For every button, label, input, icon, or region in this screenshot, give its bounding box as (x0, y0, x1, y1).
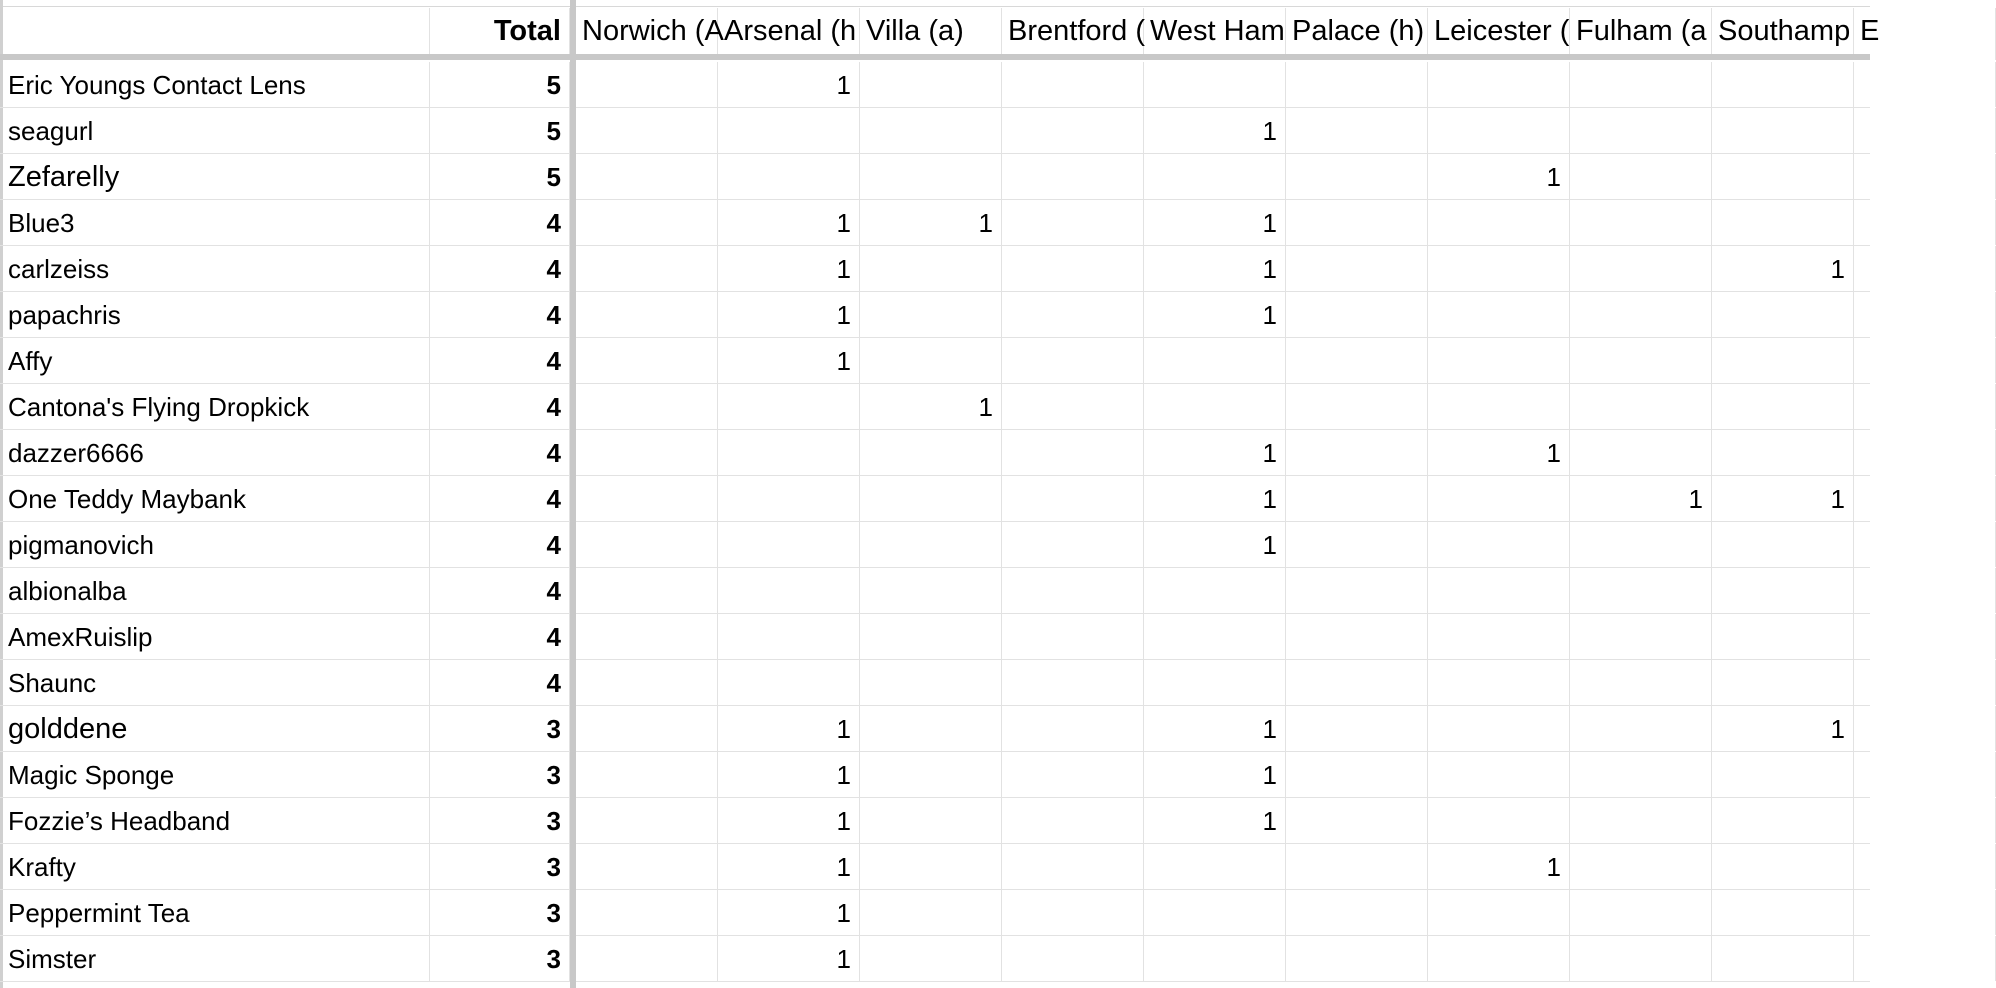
cell-fixture[interactable]: 1 (718, 200, 860, 245)
cell-total[interactable]: 4 (430, 430, 570, 475)
cell-fixture[interactable] (1428, 384, 1570, 429)
cell-fixture[interactable] (576, 154, 718, 199)
cell-fixture[interactable] (860, 844, 1002, 889)
table-row (0, 154, 1870, 200)
cell-fixture[interactable] (1002, 936, 1144, 981)
table-row (0, 338, 1870, 384)
cell-fixture[interactable] (576, 384, 718, 429)
cell-fixture[interactable] (576, 430, 718, 475)
cell-fixture[interactable] (1570, 200, 1712, 245)
cell-fixture[interactable] (1570, 798, 1712, 843)
cell-fixture[interactable] (1286, 384, 1428, 429)
cell-fixture[interactable]: 1 (1712, 706, 1854, 751)
header-row (0, 8, 1880, 60)
cell-fixture[interactable] (1428, 568, 1570, 613)
table-row (0, 798, 1870, 844)
cell-fixture[interactable] (1428, 936, 1570, 981)
cell-total[interactable]: 4 (430, 614, 570, 659)
cell-total[interactable]: 4 (430, 200, 570, 245)
cell-fixture[interactable]: 1 (1712, 246, 1854, 291)
cell-fixture[interactable] (1854, 522, 1996, 567)
cell-fixture[interactable] (1286, 752, 1428, 797)
cell-fixture[interactable] (1428, 660, 1570, 705)
cell-fixture[interactable] (1854, 568, 1996, 613)
cell-fixture[interactable] (1712, 154, 1854, 199)
cell-fixture[interactable] (1002, 476, 1144, 521)
cell-fixture[interactable]: 1 (1144, 430, 1286, 475)
cell-fixture[interactable] (1144, 890, 1286, 935)
header-cell-fixture[interactable]: Arsenal (h (718, 8, 860, 60)
cell-name[interactable]: One Teddy Maybank (0, 476, 430, 521)
table-row (0, 384, 1870, 430)
cell-fixture[interactable] (1570, 384, 1712, 429)
cell-fixture[interactable] (1002, 752, 1144, 797)
cell-fixture[interactable] (576, 108, 718, 153)
frozen-row-divider[interactable] (0, 54, 1870, 60)
cell-fixture[interactable] (1286, 292, 1428, 337)
cell-fixture[interactable] (1428, 338, 1570, 383)
cell-fixture[interactable] (576, 798, 718, 843)
cell-fixture[interactable] (1570, 706, 1712, 751)
cell-fixture[interactable] (1570, 614, 1712, 659)
table-row (0, 62, 1870, 108)
cell-fixture[interactable]: 1 (718, 752, 860, 797)
cell-fixture[interactable] (1570, 292, 1712, 337)
cell-fixture[interactable] (576, 706, 718, 751)
cell-name[interactable]: Eric Youngs Contact Lens (0, 62, 430, 107)
table-row (0, 246, 1870, 292)
cell-fixture[interactable] (860, 752, 1002, 797)
cell-name[interactable]: Magic Sponge (0, 752, 430, 797)
cell-fixture[interactable] (1286, 62, 1428, 107)
cell-fixture[interactable]: 1 (860, 200, 1002, 245)
cell-fixture[interactable] (860, 936, 1002, 981)
cell-fixture[interactable] (576, 246, 718, 291)
cell-fixture[interactable] (576, 614, 718, 659)
table-row (0, 844, 1870, 890)
cell-fixture[interactable] (1002, 844, 1144, 889)
header-cell-fixture[interactable]: Palace (h) (1286, 8, 1428, 60)
table-row (0, 614, 1870, 660)
cell-fixture[interactable] (1286, 154, 1428, 199)
cell-fixture[interactable] (1286, 568, 1428, 613)
cell-fixture[interactable] (1712, 108, 1854, 153)
cell-fixture[interactable] (1428, 62, 1570, 107)
cell-fixture[interactable] (860, 568, 1002, 613)
cell-fixture[interactable] (1712, 798, 1854, 843)
cell-fixture[interactable] (1002, 522, 1144, 567)
cell-fixture[interactable]: 1 (1428, 430, 1570, 475)
cell-fixture[interactable] (1570, 246, 1712, 291)
cell-fixture[interactable] (1286, 200, 1428, 245)
cell-name[interactable]: dazzer6666 (0, 430, 430, 475)
cell-fixture[interactable] (860, 798, 1002, 843)
header-cell-fixture[interactable]: E (1854, 8, 1996, 60)
cell-fixture[interactable]: 1 (718, 706, 860, 751)
cell-total[interactable]: 4 (430, 660, 570, 705)
cell-fixture[interactable] (1854, 476, 1996, 521)
cell-fixture[interactable] (860, 292, 1002, 337)
header-cell-fixture[interactable]: Leicester ( (1428, 8, 1570, 60)
cell-fixture[interactable] (1286, 522, 1428, 567)
cell-fixture[interactable] (1854, 660, 1996, 705)
cell-fixture[interactable]: 1 (1570, 476, 1712, 521)
table-row (0, 108, 1870, 154)
cell-fixture[interactable] (1570, 660, 1712, 705)
cell-fixture[interactable] (1144, 568, 1286, 613)
cell-fixture[interactable] (1002, 614, 1144, 659)
cell-fixture[interactable] (860, 522, 1002, 567)
cell-fixture[interactable] (1002, 154, 1144, 199)
cell-name[interactable]: Affy (0, 338, 430, 383)
cell-fixture[interactable] (860, 614, 1002, 659)
cell-fixture[interactable] (1144, 384, 1286, 429)
cell-name[interactable]: pigmanovich (0, 522, 430, 567)
table-row (0, 890, 1870, 936)
cell-fixture[interactable] (718, 476, 860, 521)
cell-name[interactable]: Simster (0, 936, 430, 981)
cell-fixture[interactable] (576, 522, 718, 567)
cell-fixture[interactable] (1002, 108, 1144, 153)
cell-fixture[interactable] (718, 660, 860, 705)
cell-fixture[interactable]: 1 (1144, 752, 1286, 797)
cell-total[interactable]: 4 (430, 338, 570, 383)
cell-fixture[interactable]: 1 (718, 62, 860, 107)
cell-fixture[interactable] (576, 200, 718, 245)
cell-name[interactable]: Blue3 (0, 200, 430, 245)
cell-fixture[interactable] (1854, 108, 1996, 153)
cell-fixture[interactable] (860, 430, 1002, 475)
cell-fixture[interactable] (1428, 798, 1570, 843)
table-row (0, 430, 1870, 476)
cell-total[interactable]: 5 (430, 62, 570, 107)
cell-total[interactable]: 3 (430, 890, 570, 935)
cell-fixture[interactable] (1002, 384, 1144, 429)
table-row (0, 200, 1870, 246)
table-row (0, 752, 1870, 798)
cell-fixture[interactable] (1002, 338, 1144, 383)
cell-fixture[interactable] (1286, 890, 1428, 935)
cell-total[interactable]: 4 (430, 476, 570, 521)
cell-fixture[interactable]: 1 (1144, 798, 1286, 843)
cell-fixture[interactable] (1428, 200, 1570, 245)
cell-name[interactable]: Peppermint Tea (0, 890, 430, 935)
cell-fixture[interactable] (1286, 246, 1428, 291)
cell-fixture[interactable] (718, 108, 860, 153)
cell-fixture[interactable] (1712, 844, 1854, 889)
cell-name[interactable]: papachris (0, 292, 430, 337)
cell-name[interactable]: Fozzie’s Headband (0, 798, 430, 843)
cell-fixture[interactable] (576, 752, 718, 797)
cell-fixture[interactable] (1144, 844, 1286, 889)
cell-fixture[interactable] (860, 476, 1002, 521)
cell-name[interactable]: Cantona's Flying Dropkick (0, 384, 430, 429)
cell-fixture[interactable] (1854, 62, 1996, 107)
cell-fixture[interactable] (1428, 614, 1570, 659)
cell-name[interactable]: AmexRuislip (0, 614, 430, 659)
cell-fixture[interactable] (576, 844, 718, 889)
header-cell-fixture[interactable]: West Ham (1144, 8, 1286, 60)
cell-fixture[interactable] (860, 890, 1002, 935)
cell-fixture[interactable] (1854, 936, 1996, 981)
cell-fixture[interactable] (1712, 62, 1854, 107)
cell-fixture[interactable] (1570, 154, 1712, 199)
cell-fixture[interactable] (1854, 292, 1996, 337)
cell-fixture[interactable] (1854, 798, 1996, 843)
cell-fixture[interactable] (860, 62, 1002, 107)
cell-fixture[interactable] (860, 338, 1002, 383)
cell-fixture[interactable] (1570, 752, 1712, 797)
cell-fixture[interactable] (718, 430, 860, 475)
header-cell-fixture[interactable]: Fulham (a (1570, 8, 1712, 60)
cell-fixture[interactable] (1712, 522, 1854, 567)
cell-fixture[interactable]: 1 (718, 338, 860, 383)
cell-fixture[interactable] (1854, 844, 1996, 889)
cell-fixture[interactable] (1144, 936, 1286, 981)
cell-fixture[interactable] (576, 568, 718, 613)
cell-fixture[interactable]: 1 (718, 890, 860, 935)
cell-fixture[interactable] (1002, 62, 1144, 107)
cell-fixture[interactable] (1286, 936, 1428, 981)
cell-fixture[interactable]: 1 (718, 292, 860, 337)
cell-fixture[interactable]: 1 (718, 844, 860, 889)
cell-fixture[interactable] (1286, 476, 1428, 521)
header-cell-fixture[interactable]: Norwich (A (576, 8, 718, 60)
cell-name[interactable]: albionalba (0, 568, 430, 613)
header-cell-fixture[interactable]: Southamp (1712, 8, 1854, 60)
table-row (0, 660, 1870, 706)
table-row (0, 522, 1870, 568)
cell-fixture[interactable]: 1 (1428, 844, 1570, 889)
cell-fixture[interactable] (1002, 660, 1144, 705)
cell-fixture[interactable] (1570, 568, 1712, 613)
cell-fixture[interactable] (860, 660, 1002, 705)
cell-fixture[interactable] (1712, 614, 1854, 659)
table-row (0, 292, 1870, 338)
cell-fixture[interactable] (1286, 844, 1428, 889)
cell-fixture[interactable] (1712, 384, 1854, 429)
cell-fixture[interactable] (576, 890, 718, 935)
cell-fixture[interactable] (1712, 936, 1854, 981)
cell-fixture[interactable] (1428, 522, 1570, 567)
cell-total[interactable]: 5 (430, 108, 570, 153)
cell-fixture[interactable] (576, 936, 718, 981)
cell-total[interactable]: 4 (430, 292, 570, 337)
cell-fixture[interactable] (1144, 660, 1286, 705)
cell-fixture[interactable] (1286, 108, 1428, 153)
cell-fixture[interactable] (1570, 430, 1712, 475)
cell-name[interactable]: Krafty (0, 844, 430, 889)
cell-name[interactable]: Zefarelly (0, 154, 430, 199)
cell-fixture[interactable] (1286, 798, 1428, 843)
cell-fixture[interactable]: 1 (1144, 200, 1286, 245)
cell-fixture[interactable] (1854, 890, 1996, 935)
cell-total[interactable]: 3 (430, 798, 570, 843)
cell-fixture[interactable] (860, 154, 1002, 199)
cell-fixture[interactable] (1854, 246, 1996, 291)
cell-fixture[interactable] (1570, 844, 1712, 889)
cell-fixture[interactable] (1854, 614, 1996, 659)
cell-fixture[interactable] (718, 568, 860, 613)
cell-total[interactable]: 4 (430, 568, 570, 613)
cell-fixture[interactable]: 1 (718, 798, 860, 843)
cell-fixture[interactable] (1286, 614, 1428, 659)
cell-fixture[interactable] (1570, 338, 1712, 383)
cell-fixture[interactable] (1712, 338, 1854, 383)
cell-name[interactable]: seagurl (0, 108, 430, 153)
cell-fixture[interactable]: 1 (1144, 108, 1286, 153)
cell-fixture[interactable] (1144, 614, 1286, 659)
header-cell-name[interactable] (0, 8, 430, 60)
cell-fixture[interactable]: 1 (1428, 154, 1570, 199)
cell-fixture[interactable] (1570, 936, 1712, 981)
cell-fixture[interactable]: 1 (1144, 476, 1286, 521)
cell-fixture[interactable] (1712, 568, 1854, 613)
cell-total[interactable]: 5 (430, 154, 570, 199)
cell-fixture[interactable]: 1 (1144, 246, 1286, 291)
cell-total[interactable]: 4 (430, 384, 570, 429)
cell-total[interactable]: 3 (430, 936, 570, 981)
cell-fixture[interactable] (1570, 890, 1712, 935)
grid-top-border (0, 6, 1870, 7)
cell-fixture[interactable] (1570, 108, 1712, 153)
cell-fixture[interactable] (860, 246, 1002, 291)
table-row (0, 476, 1870, 522)
cell-fixture[interactable] (1428, 706, 1570, 751)
cell-name[interactable]: golddene (0, 706, 430, 751)
cell-fixture[interactable] (1002, 200, 1144, 245)
cell-fixture[interactable] (1144, 338, 1286, 383)
cell-fixture[interactable] (1002, 890, 1144, 935)
cell-fixture[interactable] (1712, 430, 1854, 475)
cell-fixture[interactable]: 1 (1712, 476, 1854, 521)
cell-fixture[interactable] (718, 384, 860, 429)
cell-fixture[interactable] (1712, 890, 1854, 935)
cell-fixture[interactable] (1570, 62, 1712, 107)
cell-fixture[interactable] (1428, 246, 1570, 291)
cell-fixture[interactable] (1428, 476, 1570, 521)
cell-fixture[interactable] (1286, 706, 1428, 751)
cell-fixture[interactable] (1286, 338, 1428, 383)
cell-fixture[interactable] (1144, 62, 1286, 107)
cell-fixture[interactable] (1286, 660, 1428, 705)
cell-fixture[interactable] (576, 338, 718, 383)
cell-fixture[interactable] (1854, 706, 1996, 751)
cell-total[interactable]: 4 (430, 522, 570, 567)
cell-total[interactable]: 3 (430, 752, 570, 797)
cell-fixture[interactable] (718, 522, 860, 567)
cell-fixture[interactable]: 1 (1144, 292, 1286, 337)
cell-name[interactable]: Shaunc (0, 660, 430, 705)
cell-fixture[interactable] (1428, 292, 1570, 337)
cell-fixture[interactable] (1854, 338, 1996, 383)
cell-fixture[interactable] (1428, 108, 1570, 153)
cell-fixture[interactable] (860, 706, 1002, 751)
cell-fixture[interactable] (718, 154, 860, 199)
cell-fixture[interactable]: 1 (718, 936, 860, 981)
cell-fixture[interactable]: 1 (718, 246, 860, 291)
cell-fixture[interactable] (1854, 752, 1996, 797)
cell-fixture[interactable] (1428, 890, 1570, 935)
cell-fixture[interactable] (1002, 568, 1144, 613)
cell-fixture[interactable] (576, 476, 718, 521)
cell-fixture[interactable] (1854, 384, 1996, 429)
cell-fixture[interactable] (718, 614, 860, 659)
frozen-column-divider[interactable] (570, 0, 576, 988)
cell-fixture[interactable] (1002, 706, 1144, 751)
header-cell-fixture[interactable]: Brentford ( (1002, 8, 1144, 60)
cell-fixture[interactable] (576, 62, 718, 107)
cell-fixture[interactable] (1712, 292, 1854, 337)
cell-fixture[interactable] (576, 292, 718, 337)
cell-total[interactable]: 3 (430, 706, 570, 751)
cell-fixture[interactable] (1854, 154, 1996, 199)
cell-fixture[interactable]: 1 (1144, 522, 1286, 567)
header-cell-fixture[interactable]: Villa (a) (860, 8, 1002, 60)
cell-fixture[interactable]: 1 (1144, 706, 1286, 751)
cell-fixture[interactable] (1854, 430, 1996, 475)
table-row (0, 706, 1870, 752)
cell-fixture[interactable]: 1 (860, 384, 1002, 429)
cell-fixture[interactable] (1144, 154, 1286, 199)
cell-total[interactable]: 3 (430, 844, 570, 889)
table-row (0, 936, 1870, 982)
cell-fixture[interactable] (1286, 430, 1428, 475)
cell-name[interactable]: carlzeiss (0, 246, 430, 291)
cell-fixture[interactable] (860, 108, 1002, 153)
cell-fixture[interactable] (1712, 200, 1854, 245)
header-cell-total[interactable]: Total (430, 8, 570, 60)
cell-fixture[interactable] (576, 660, 718, 705)
cell-fixture[interactable] (1002, 798, 1144, 843)
table-row (0, 568, 1870, 614)
cell-fixture[interactable] (1570, 522, 1712, 567)
cell-fixture[interactable] (1002, 246, 1144, 291)
cell-fixture[interactable] (1002, 292, 1144, 337)
cell-fixture[interactable] (1712, 752, 1854, 797)
cell-fixture[interactable] (1428, 752, 1570, 797)
cell-fixture[interactable] (1712, 660, 1854, 705)
cell-fixture[interactable] (1854, 200, 1996, 245)
cell-fixture[interactable] (1002, 430, 1144, 475)
cell-total[interactable]: 4 (430, 246, 570, 291)
